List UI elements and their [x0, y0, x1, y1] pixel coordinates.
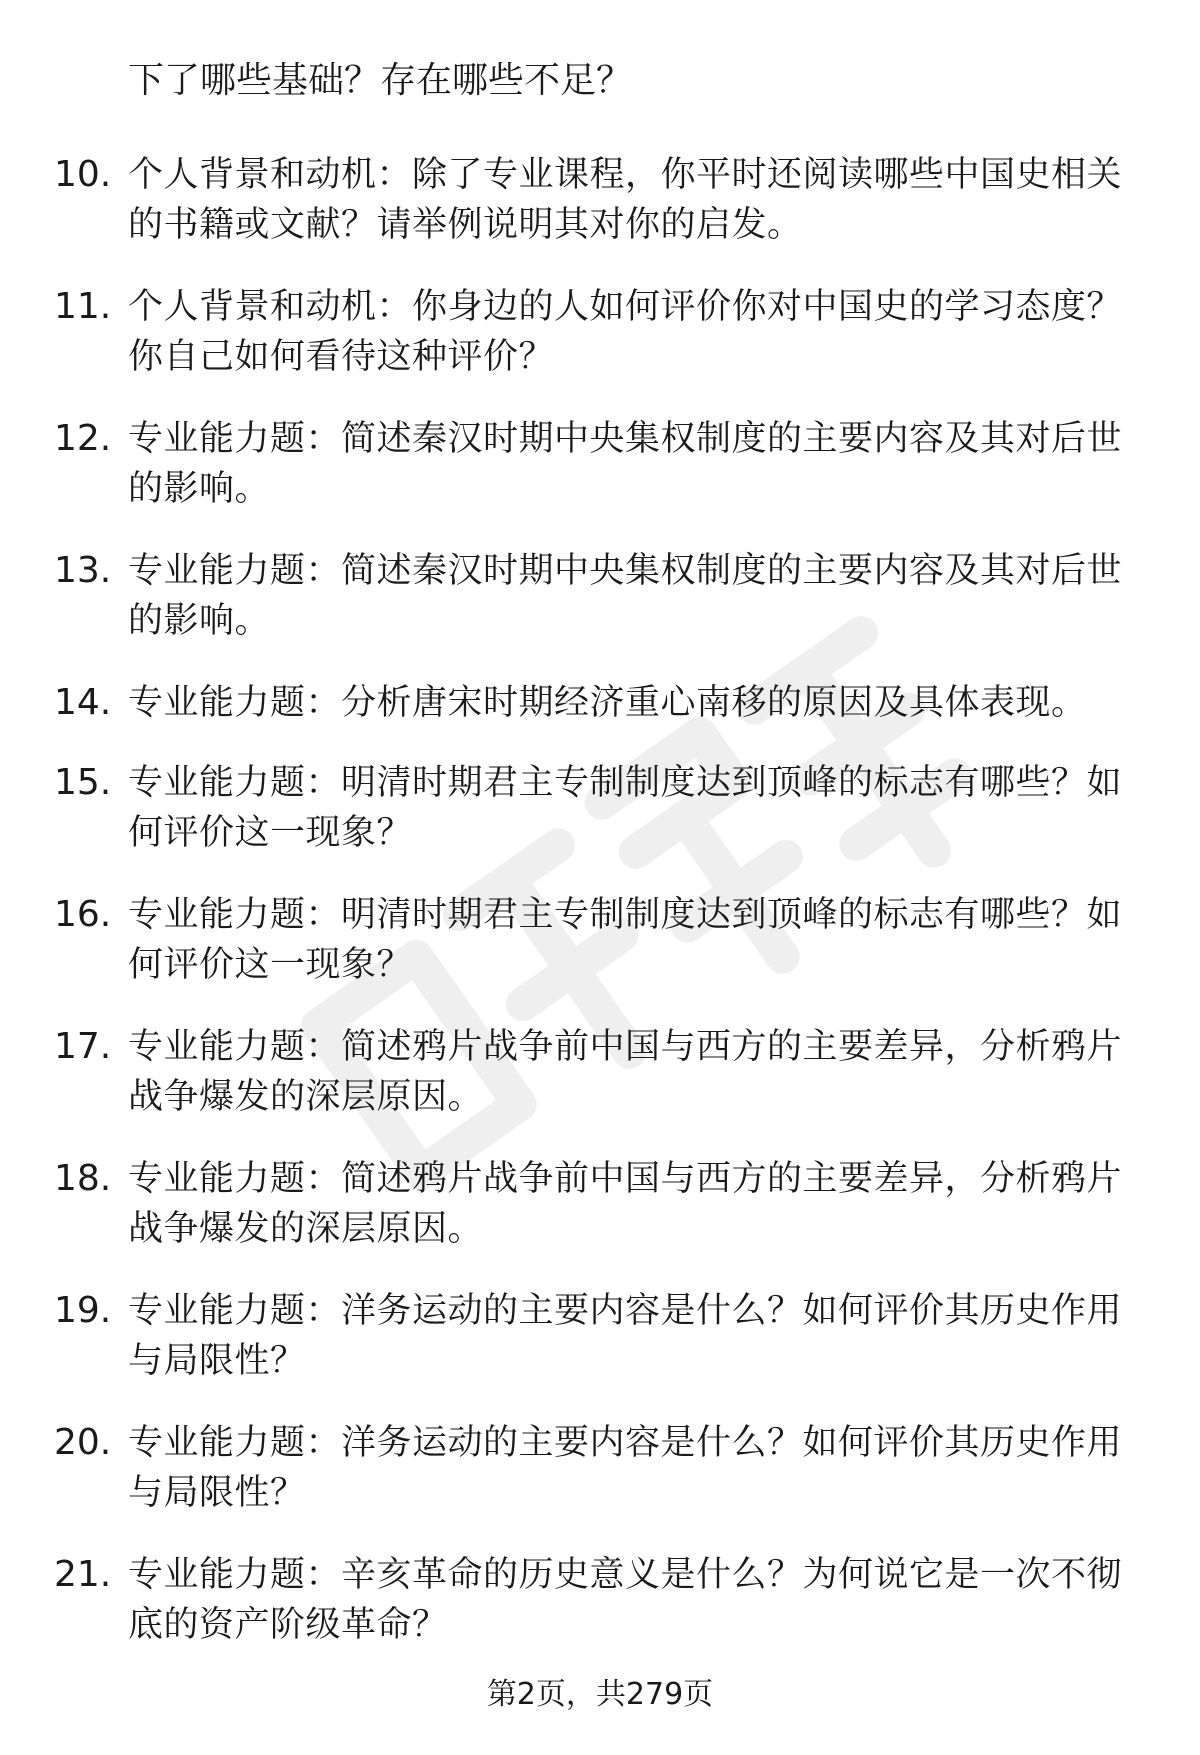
list-item: [0, 1154, 1200, 1260]
question-text: 专业能力题：洋务运动的主要内容是什么？如何评价其历史作用与局限性？: [128, 1291, 1123, 1381]
question-text: 专业能力题：明清时期君主专制制度达到顶峰的标志有哪些？如何评价这一现象？: [128, 895, 1123, 985]
question-text: 专业能力题：分析唐宋时期经济重心南移的原因及具体表现。: [128, 683, 1087, 723]
question-number: 16.: [54, 894, 112, 935]
question-text: 个人背景和动机：你身边的人如何评价你对中国史的学习态度？你自己如何看待这种评价？: [128, 287, 1123, 377]
question-text: 专业能力题：简述鸦片战争前中国与西方的主要差异，分析鸦片战争爆发的深层原因。: [128, 1027, 1123, 1117]
question-number: 11.: [54, 286, 112, 327]
question-number: 13.: [54, 550, 112, 591]
question-number: 20.: [54, 1422, 112, 1463]
question-number: 21.: [54, 1554, 112, 1595]
question-number: 17.: [54, 1026, 112, 1067]
question-text: 专业能力题：洋务运动的主要内容是什么？如何评价其历史作用与局限性？: [128, 1423, 1123, 1513]
list-item: [0, 1418, 1200, 1524]
question-number: 18.: [54, 1158, 112, 1199]
question-text: 专业能力题：简述鸦片战争前中国与西方的主要差异，分析鸦片战争爆发的深层原因。: [128, 1159, 1123, 1249]
question-number: 15.: [54, 762, 112, 803]
list-item: [0, 678, 1200, 732]
question-number: 14.: [54, 682, 112, 723]
question-text: 专业能力题：简述秦汉时期中央集权制度的主要内容及其对后世的影响。: [128, 551, 1123, 641]
list-item: [0, 1022, 1200, 1128]
list-item: [0, 758, 1200, 864]
question-number: 19.: [54, 1290, 112, 1331]
question-number: 12.: [54, 418, 112, 459]
question-text: 个人背景和动机：除了专业课程，你平时还阅读哪些中国史相关的书籍或文献？请举例说明其对你的启发。: [128, 155, 1123, 245]
question-text: 专业能力题：辛亥革命的历史意义是什么？为何说它是一次不彻底的资产阶级革命？: [128, 1555, 1123, 1645]
page-footer: 第2页，共279页: [486, 1677, 714, 1712]
continuation-text: 下了哪些基础？存在哪些不足？: [128, 60, 633, 101]
question-text: 专业能力题：简述秦汉时期中央集权制度的主要内容及其对后世的影响。: [128, 419, 1123, 509]
list-item: [0, 150, 1200, 256]
list-item: [0, 414, 1200, 520]
list-item: [0, 890, 1200, 996]
list-item: [0, 546, 1200, 652]
list-item: [0, 1286, 1200, 1392]
question-text: 专业能力题：明清时期君主专制制度达到顶峰的标志有哪些？如何评价这一现象？: [128, 763, 1123, 853]
question-number: 10.: [54, 154, 112, 195]
list-item: [0, 1550, 1200, 1656]
list-item: [0, 282, 1200, 388]
question-list: [0, 150, 1200, 1682]
